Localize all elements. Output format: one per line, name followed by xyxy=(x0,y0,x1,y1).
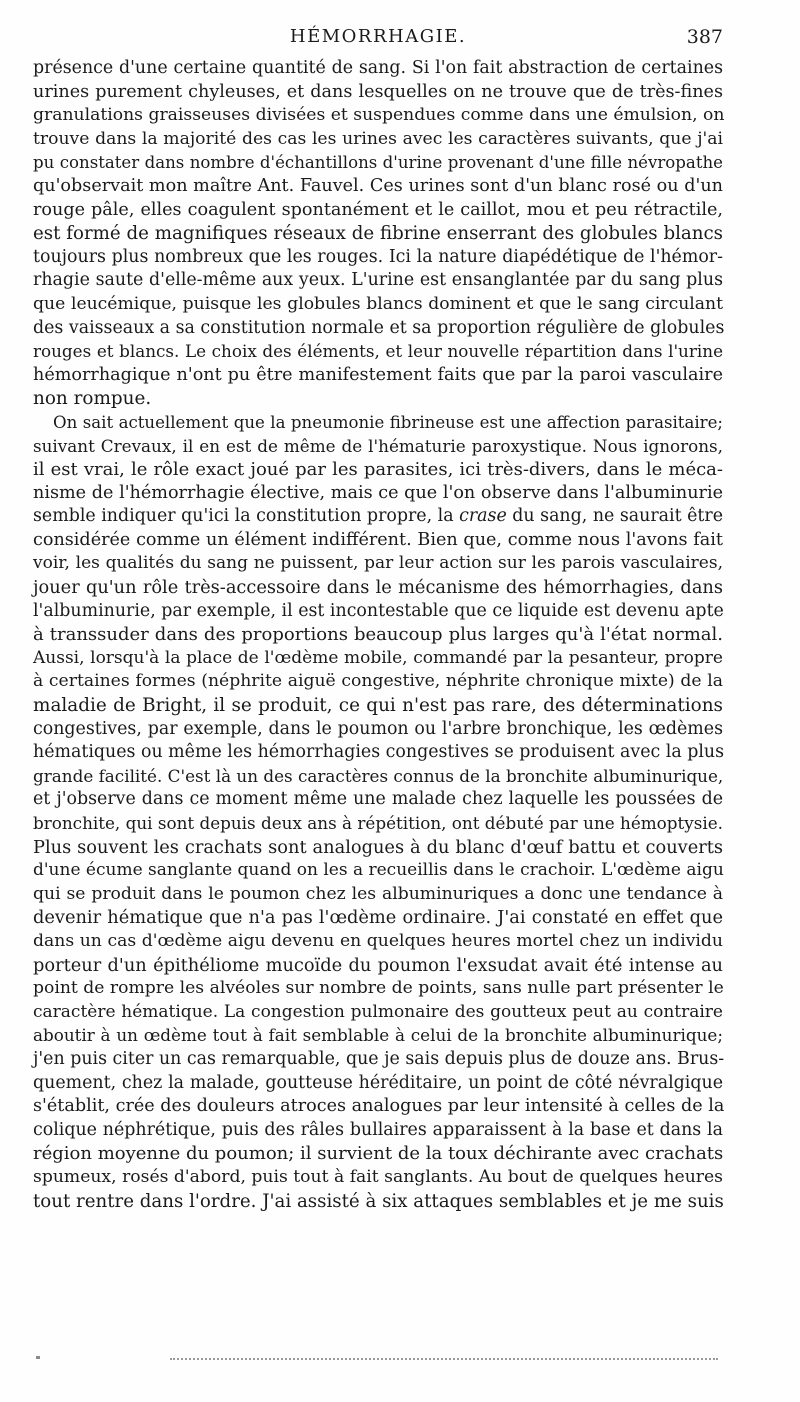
running-title: HÉMORRHAGIE. xyxy=(289,26,467,47)
text-line: est formé de magnifiques réseaux de fibrine enserrant des globules blancs xyxy=(33,223,723,245)
text-line: que leucémique, puisque les globules blancs dominent et que le sang circulant xyxy=(33,293,723,314)
text-line: spumeux, rosés d'abord, puis tout à fait sanglants. Au bout de quelques heures xyxy=(33,1166,723,1187)
text-line: à transsuder dans des proportions beaucoup plus larges qu'à l'état normal. xyxy=(33,624,723,646)
text-line: rouge pâle, elles coagulent spontanément et le caillot, mou et peu rétractile, xyxy=(33,199,723,220)
text-line: point de rompre les alvéoles sur nombre de points, sans nulle part présenter le xyxy=(33,978,724,999)
text-line: il est vrai, le rôle exact joué par les parasites, ici très-divers, dans le méca- xyxy=(33,459,723,481)
text-line: toujours plus nombreux que les rouges. Ici la nature diapédétique de l'hémor- xyxy=(33,246,723,267)
text-line: Plus souvent les crachats sont analogues à du blanc d'œuf battu et couverts xyxy=(33,836,723,858)
running-head xyxy=(33,26,723,50)
text-line: région moyenne du poumon; il survient de la toux déchirante avec crachats xyxy=(33,1143,724,1165)
italic-term: crase xyxy=(459,506,507,527)
text-line: devenir hématique que n'a pas l'œdème ordinaire. J'ai constaté en effet que xyxy=(33,907,723,929)
text-line: colique néphrétique, puis des râles bullaires apparaissent à la base et dans la xyxy=(33,1119,723,1140)
text-line: aboutir à un œdème tout à fait semblable à celui de la bronchite albuminurique; xyxy=(33,1025,723,1046)
text-line: maladie de Bright, il se produit, ce qui n'est pas rare, des déterminations xyxy=(33,695,723,717)
text-line: granulations graisseuses divisées et suspendues comme dans une émulsion, on xyxy=(33,105,725,126)
text-line: des vaisseaux a sa constitution normale et sa proportion régulière de globules xyxy=(33,317,725,338)
text-line: non rompue. xyxy=(33,388,152,410)
text-line: à certaines formes (néphrite aiguë congestive, néphrite chronique mixte) de la xyxy=(33,671,723,692)
text-line: trouve dans la majorité des cas les urines avec les caractères suivants, que j'ai xyxy=(33,128,723,149)
text-line: rouges et blancs. Le choix des éléments, et leur nouvelle répartition dans l'urine xyxy=(33,341,723,362)
text-line: jouer qu'un rôle très-accessoire dans le mécanisme des hémorrhagies, dans xyxy=(33,577,723,599)
text-line: dans un cas d'œdème aigu devenu en quelques heures mortel chez un individu xyxy=(33,930,723,951)
text-line: qui se produit dans le poumon chez les albuminuriques a donc une tendance à xyxy=(33,883,723,904)
text-line: tout rentre dans l'ordre. J'ai assisté à six attaques semblables et je me suis xyxy=(33,1190,724,1212)
text-line: hémorrhagique n'ont pu être manifestement faits que par la paroi vasculaire xyxy=(33,364,723,385)
text-line: quement, chez la malade, goutteuse héréditaire, un point de côté névralgique xyxy=(33,1072,723,1093)
text-line xyxy=(33,505,723,529)
text-line: qu'observait mon maître Ant. Fauvel. Ces urines sont d'un blanc rosé ou d'un xyxy=(33,175,723,196)
text-line: pu constater dans nombre d'échantillons d'urine provenant d'une fille névropathe xyxy=(33,153,723,173)
text-line: bronchite, qui sont depuis deux ans à répétition, ont débuté par une hémoptysie. xyxy=(33,813,723,833)
text-line: On sait actuellement que la pneumonie fibrineuse est une affection parasitaire; xyxy=(53,412,723,432)
text-line: j'en puis citer un cas remarquable, que je sais depuis plus de douze ans. Brus- xyxy=(33,1048,725,1069)
text-line: s'établit, crée des douleurs atroces analogues par leur intensité à celles de la xyxy=(33,1096,725,1117)
text-line: nisme de l'hémorrhagie élective, mais ce que l'on observe dans l'albuminurie xyxy=(33,482,723,503)
body-text xyxy=(33,57,723,1213)
text-line: congestives, par exemple, dans le poumon ou l'arbre bronchique, les œdèmes xyxy=(33,718,723,739)
text-line: caractère hématique. La congestion pulmonaire des goutteux peut au contraire xyxy=(33,1001,723,1022)
footer-mark xyxy=(36,1356,40,1359)
text-line: considérée comme un élément indifférent. Bien que, comme nous l'avons fait xyxy=(33,529,723,550)
text-line: voir, les qualités du sang ne puissent, par leur action sur les parois vasculaires, xyxy=(33,553,723,574)
text-run: semble indiquer qu'ici la constitution propre, la xyxy=(33,506,454,527)
text-line: porteur d'un épithéliome mucoïde du poumon l'exsudat avait été intense au xyxy=(33,954,723,976)
text-line: grande facilité. C'est là un des caractères connus de la bronchite albuminurique, xyxy=(33,765,724,786)
text-line: et j'observe dans ce moment même une malade chez laquelle les poussées de xyxy=(33,789,723,810)
text-line: d'une écume sanglante quand on les a recueillis dans le crachoir. L'œdème aigu xyxy=(33,860,724,881)
page-number: 387 xyxy=(686,26,723,48)
footer-rule xyxy=(170,1358,718,1360)
text-line: hématiques ou même les hémorrhagies congestives se produisent avec la plus xyxy=(33,742,725,763)
text-line: présence d'une certaine quantité de sang. Si l'on fait abstraction de certaines xyxy=(33,58,723,78)
text-run: du sang, ne saurait être xyxy=(506,506,723,527)
text-line: suivant Crevaux, il en est de même de l'hématurie paroxystique. Nous ignorons, xyxy=(33,435,723,456)
text-line: l'albuminurie, par exemple, il est incontestable que ce liquide est devenu apte xyxy=(33,600,724,621)
text-line: Aussi, lorsqu'à la place de l'œdème mobile, commandé par la pesanteur, propre xyxy=(33,647,723,668)
text-line: rhagie saute d'elle-même aux yeux. L'urine est ensanglantée par du sang plus xyxy=(33,270,723,291)
text-line: urines purement chyleuses, et dans lesquelles on ne trouve que de très-fines xyxy=(33,81,723,102)
